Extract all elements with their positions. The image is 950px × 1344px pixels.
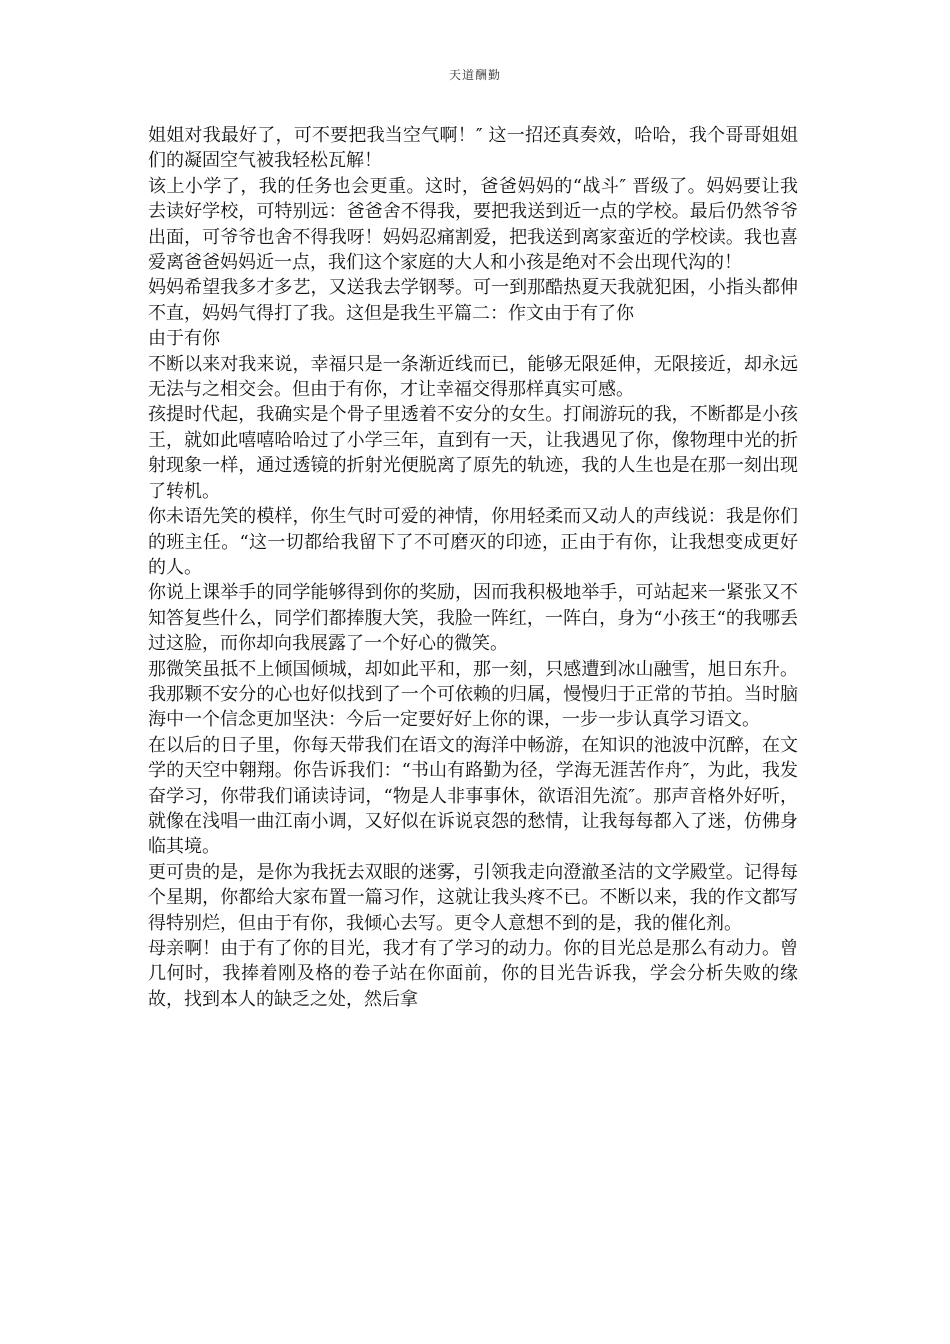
paragraph: 妈妈希望我多才多艺，又送我去学钢琴。可一到那酷热夏天我就犯困，小指头都伸不直，妈妈气得打了我。这但是我生平篇二：作文由于有了你 xyxy=(148,277,798,324)
paragraph: 孩提时代起，我确实是个骨子里透着不安分的女生。打闹游玩的我，不断都是小孩王，就如此嘻嘻哈哈过了小学三年，直到有一天，让我遇见了你，像物理中光的折射现象一样，通过透镜的折射光便脱离了原先的轨迹，我的人生也是在那一刻出现了转机。 xyxy=(148,404,798,502)
paragraph: 在以后的日子里，你每天带我们在语文的海洋中畅游，在知识的池波中沉醉，在文学的天空中翱翔。你告诉我们：“书山有路勤为径，学海无涯苦作舟″，为此，我发奋学习，你带我们诵读诗词，“物是人非事事休，欲语泪先流″。那声音格外好听，就像在浅唱一曲江南小调，又好似在诉说哀怨的愁情，让我每每都入了迷，仿佛身临其境。 xyxy=(148,734,798,858)
paragraph: 姐姐对我最好了，可不要把我当空气啊！″ 这一招还真奏效，哈哈，我个哥哥姐姐们的凝固空气被我轻松瓦解！ xyxy=(148,125,798,172)
paragraph: 更可贵的是，是你为我抚去双眼的迷雾，引领我走向澄澈圣洁的文学殿堂。记得每个星期，你都给大家布置一篇习作，这就让我头疼不已。不断以来，我的作文都写得特别烂，但由于有你，我倾心去写。更令人意想不到的是，我的催化剂。 xyxy=(148,861,798,934)
document-body xyxy=(148,123,798,1012)
paragraph: 不断以来对我来说，幸福只是一条渐近线而已，能够无限延伸，无限接近，却永远无法与之相交会。但由于有你，才让幸福交得那样真实可感。 xyxy=(148,353,798,401)
paragraph: 那微笑虽抵不上倾国倾城，却如此平和，那一刻，只感遭到冰山融雪，旭日东升。我那颗不安分的心也好似找到了一个可依赖的归属，慢慢归于正常的节拍。当时脑海中一个信念更加坚決：今后一定要好好上你的课，一步一步认真学习语文。 xyxy=(148,658,798,731)
paragraph: 你说上课举手的同学能够得到你的奖励，因而我积极地举手，可站起来一紧张又不知答复些什么，同学们都捧腹大笑，我脸一阵红，一阵白，身为“小孩王“的我哪丢过这脸，而你却向我展露了一个好心的微笑。 xyxy=(148,582,798,655)
section-title: 由于有你 xyxy=(148,328,220,350)
paragraph: 母亲啊！由于有了你的目光，我才有了学习的动力。你的目光总是那么有动力。曾几何时，我捧着刚及格的卷子站在你面前，你的目光告诉我，学会分析失败的缘故，找到本人的缺乏之处，然后拿 xyxy=(148,938,798,1010)
paragraph: 你未语先笑的模样，你生气时可爱的神情，你用轻柔而又动人的声线说：我是你们的班主任。“这一切都给我留下了不可磨灭的印迹，正由于有你，让我想变成更好的人。 xyxy=(148,506,798,578)
paragraph: 该上小学了，我的任务也会更重。这时，爸爸妈妈的“战斗″ 晋级了。妈妈要让我去读好学校，可特别远：爸爸舍不得我，要把我送到近一点的学校。最后仍然爷爷出面，可爷爷也舍不得我呀！妈妈忍痛割爱，把我送到离家蛮近的学校读。我也喜爱离爸爸妈妈近一点，我们这个家庭的大人和小孩是绝对不会出现代沟的！ xyxy=(148,175,798,274)
page-header: 天道酬勤 xyxy=(448,68,501,82)
